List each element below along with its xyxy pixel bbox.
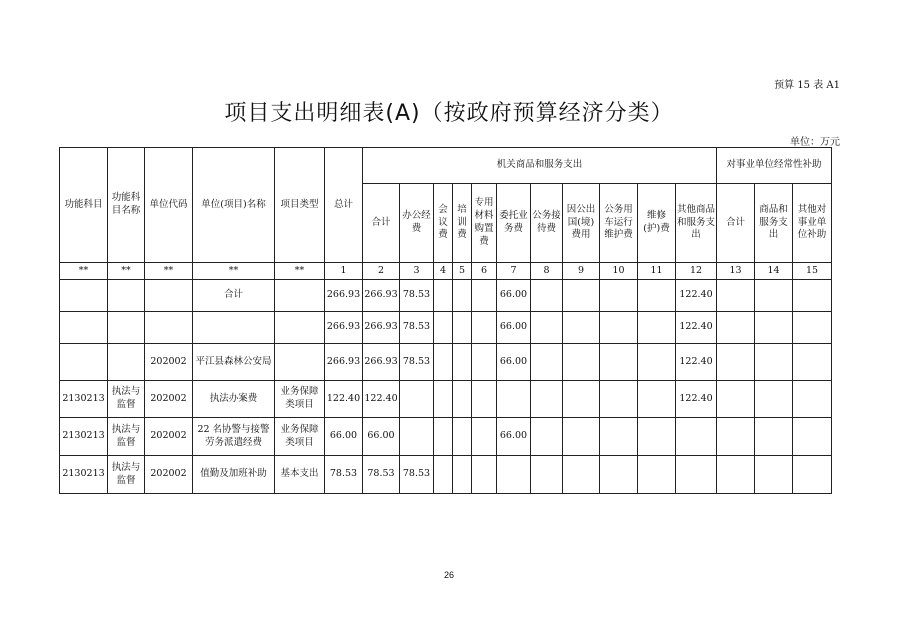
index-cell: 6: [472, 263, 497, 280]
table-cell: [108, 312, 145, 344]
header-maintenance: 维修(护)费: [638, 184, 676, 263]
table-cell: [638, 456, 676, 494]
table-cell: 266.93: [325, 280, 363, 312]
table-cell: [400, 418, 434, 456]
table-cell: [563, 312, 600, 344]
table-row: [60, 312, 832, 344]
index-cell: 1: [325, 263, 363, 280]
index-cell: 9: [563, 263, 600, 280]
table-cell: [275, 280, 325, 312]
table-cell: [472, 418, 497, 456]
table-cell: [531, 418, 563, 456]
table-cell: [717, 456, 755, 494]
table-cell: [717, 381, 755, 418]
index-cell: 3: [400, 263, 434, 280]
table-cell: [793, 418, 832, 456]
table-cell: [531, 456, 563, 494]
table-cell: 78.53: [325, 456, 363, 494]
table-row: [60, 456, 832, 494]
table-cell: [638, 280, 676, 312]
table-cell: [676, 456, 717, 494]
index-cell: **: [108, 263, 145, 280]
table-cell: [755, 280, 793, 312]
table-cell: [497, 381, 531, 418]
table-cell: [108, 344, 145, 381]
table-cell: [793, 456, 832, 494]
table-cell: 266.93: [363, 312, 400, 344]
table-cell: [453, 344, 472, 381]
table-cell: [717, 418, 755, 456]
table-cell: [60, 312, 108, 344]
table-cell: 266.93: [325, 312, 363, 344]
table-cell: [600, 381, 638, 418]
table-cell: [793, 344, 832, 381]
header-vehicle: 公务用车运行维护费: [600, 184, 638, 263]
table-cell: [472, 312, 497, 344]
index-cell: 7: [497, 263, 531, 280]
header-total: 总计: [325, 148, 363, 263]
index-cell: 15: [793, 263, 832, 280]
table-cell: 78.53: [400, 280, 434, 312]
table-cell: [472, 456, 497, 494]
index-cell: 14: [755, 263, 793, 280]
table-cell: 266.93: [363, 344, 400, 381]
table-cell: 22 名协警与接警劳务派遣经费: [193, 418, 275, 456]
index-cell: 11: [638, 263, 676, 280]
table-cell: 基本支出: [275, 456, 325, 494]
index-row: [60, 263, 832, 280]
table-cell: [755, 381, 793, 418]
table-cell: [563, 456, 600, 494]
table-cell: [145, 312, 193, 344]
index-cell: 5: [453, 263, 472, 280]
table-cell: [676, 418, 717, 456]
table-cell: 202002: [145, 381, 193, 418]
table-cell: 122.40: [325, 381, 363, 418]
header-abroad: 因公出国(境)费用: [563, 184, 600, 263]
page-number: 26: [443, 570, 454, 580]
page-title: 项目支出明细表(A)（按政府预算经济分类）: [224, 101, 674, 126]
table-cell: [193, 312, 275, 344]
table-cell: [472, 381, 497, 418]
index-cell: **: [145, 263, 193, 280]
header-training: 培训费: [453, 184, 472, 263]
index-cell: 8: [531, 263, 563, 280]
table-cell: 122.40: [676, 381, 717, 418]
header-sub-goods: 商品和服务支出: [755, 184, 793, 263]
table-cell: 值勤及加班补助: [193, 456, 275, 494]
table-cell: [60, 280, 108, 312]
table-cell: 执法与监督: [108, 381, 145, 418]
table-cell: [434, 312, 453, 344]
header-project-type: 项目类型: [275, 148, 325, 263]
table-cell: [275, 344, 325, 381]
header-subsidy-group: 对事业单位经常性补助: [717, 148, 832, 184]
index-cell: 2: [363, 263, 400, 280]
table-cell: [434, 344, 453, 381]
table-cell: 业务保障类项目: [275, 418, 325, 456]
table-cell: 执法与监督: [108, 456, 145, 494]
table-cell: 66.00: [325, 418, 363, 456]
header-unit-code: 单位代码: [145, 148, 193, 263]
table-cell: 66.00: [497, 280, 531, 312]
table-cell: 266.93: [325, 344, 363, 381]
table-cell: [453, 381, 472, 418]
table-cell: [717, 312, 755, 344]
table-cell: 122.40: [363, 381, 400, 418]
table-cell: 2130213: [60, 381, 108, 418]
table-cell: [755, 344, 793, 381]
table-cell: 业务保障类项目: [275, 381, 325, 418]
table-cell: [453, 280, 472, 312]
table-cell: [793, 312, 832, 344]
table-cell: [638, 418, 676, 456]
header-subtotal: 合计: [363, 184, 400, 263]
header-func-subject-name: 功能科目名称: [108, 148, 145, 263]
table-row: [60, 418, 832, 456]
table-cell: [275, 312, 325, 344]
index-cell: **: [193, 263, 275, 280]
table-cell: [638, 381, 676, 418]
table-cell: 122.40: [676, 280, 717, 312]
table-cell: 78.53: [400, 312, 434, 344]
expenditure-table: [59, 147, 832, 494]
header-commissioned: 委托业务费: [497, 184, 531, 263]
table-cell: [600, 418, 638, 456]
table-cell: [531, 280, 563, 312]
header-sub-other: 其他对事业单位补助: [793, 184, 832, 263]
table-cell: 合计: [193, 280, 275, 312]
table-cell: [145, 280, 193, 312]
index-cell: 10: [600, 263, 638, 280]
header-other-goods: 其他商品和服务支出: [676, 184, 717, 263]
table-cell: 2130213: [60, 456, 108, 494]
table-cell: 执法办案费: [193, 381, 275, 418]
table-cell: 平江县森林公安局: [193, 344, 275, 381]
table-cell: 66.00: [363, 418, 400, 456]
table-cell: [60, 344, 108, 381]
table-cell: [600, 344, 638, 381]
index-cell: **: [60, 263, 108, 280]
table-cell: [638, 344, 676, 381]
table-cell: [434, 418, 453, 456]
table-cell: [472, 280, 497, 312]
table-cell: 122.40: [676, 312, 717, 344]
table-cell: 202002: [145, 456, 193, 494]
table-cell: 66.00: [497, 418, 531, 456]
header-goods-services-group: 机关商品和服务支出: [363, 148, 717, 184]
table-cell: [531, 312, 563, 344]
table-cell: [434, 280, 453, 312]
table-cell: 执法与监督: [108, 418, 145, 456]
table-row: [60, 381, 832, 418]
table-cell: 78.53: [400, 344, 434, 381]
table-cell: 66.00: [497, 344, 531, 381]
index-cell: 12: [676, 263, 717, 280]
table-cell: [108, 280, 145, 312]
header-office: 办公经费: [400, 184, 434, 263]
table-cell: [472, 344, 497, 381]
table-cell: [434, 456, 453, 494]
table-cell: [434, 381, 453, 418]
table-cell: [755, 456, 793, 494]
table-cell: [717, 280, 755, 312]
table-cell: 266.93: [363, 280, 400, 312]
header-reception: 公务接待费: [531, 184, 563, 263]
header-materials: 专用材料购置费: [472, 184, 497, 263]
table-cell: 2130213: [60, 418, 108, 456]
table-cell: [563, 280, 600, 312]
table-cell: [600, 312, 638, 344]
table-cell: [453, 456, 472, 494]
header-func-subject: 功能科目: [60, 148, 108, 263]
table-cell: [563, 381, 600, 418]
table-cell: 78.53: [400, 456, 434, 494]
table-cell: 122.40: [676, 344, 717, 381]
table-cell: [531, 344, 563, 381]
table-cell: [453, 312, 472, 344]
header-meeting: 会议费: [434, 184, 453, 263]
table-row: [60, 280, 832, 312]
table-body: [60, 280, 832, 494]
table-cell: [793, 280, 832, 312]
table-cell: 78.53: [363, 456, 400, 494]
table-cell: [453, 418, 472, 456]
table-cell: [563, 344, 600, 381]
table-cell: [400, 381, 434, 418]
table-cell: [531, 381, 563, 418]
table-cell: [793, 381, 832, 418]
table-cell: [600, 280, 638, 312]
index-cell: 4: [434, 263, 453, 280]
table-cell: [638, 312, 676, 344]
index-cell: **: [275, 263, 325, 280]
header-unit-project-name: 单位(项目)名称: [193, 148, 275, 263]
table-cell: 202002: [145, 344, 193, 381]
table-cell: [497, 456, 531, 494]
unit-label: 单位：万元: [790, 137, 840, 148]
index-cell: 13: [717, 263, 755, 280]
table-cell: 202002: [145, 418, 193, 456]
table-tag: 预算 15 表 A1: [774, 80, 840, 91]
table-cell: [755, 312, 793, 344]
table-cell: [717, 344, 755, 381]
header-sub-total: 合计: [717, 184, 755, 263]
table-cell: [563, 418, 600, 456]
table-cell: 66.00: [497, 312, 531, 344]
table-cell: [600, 456, 638, 494]
table-row: [60, 344, 832, 381]
table-cell: [755, 418, 793, 456]
